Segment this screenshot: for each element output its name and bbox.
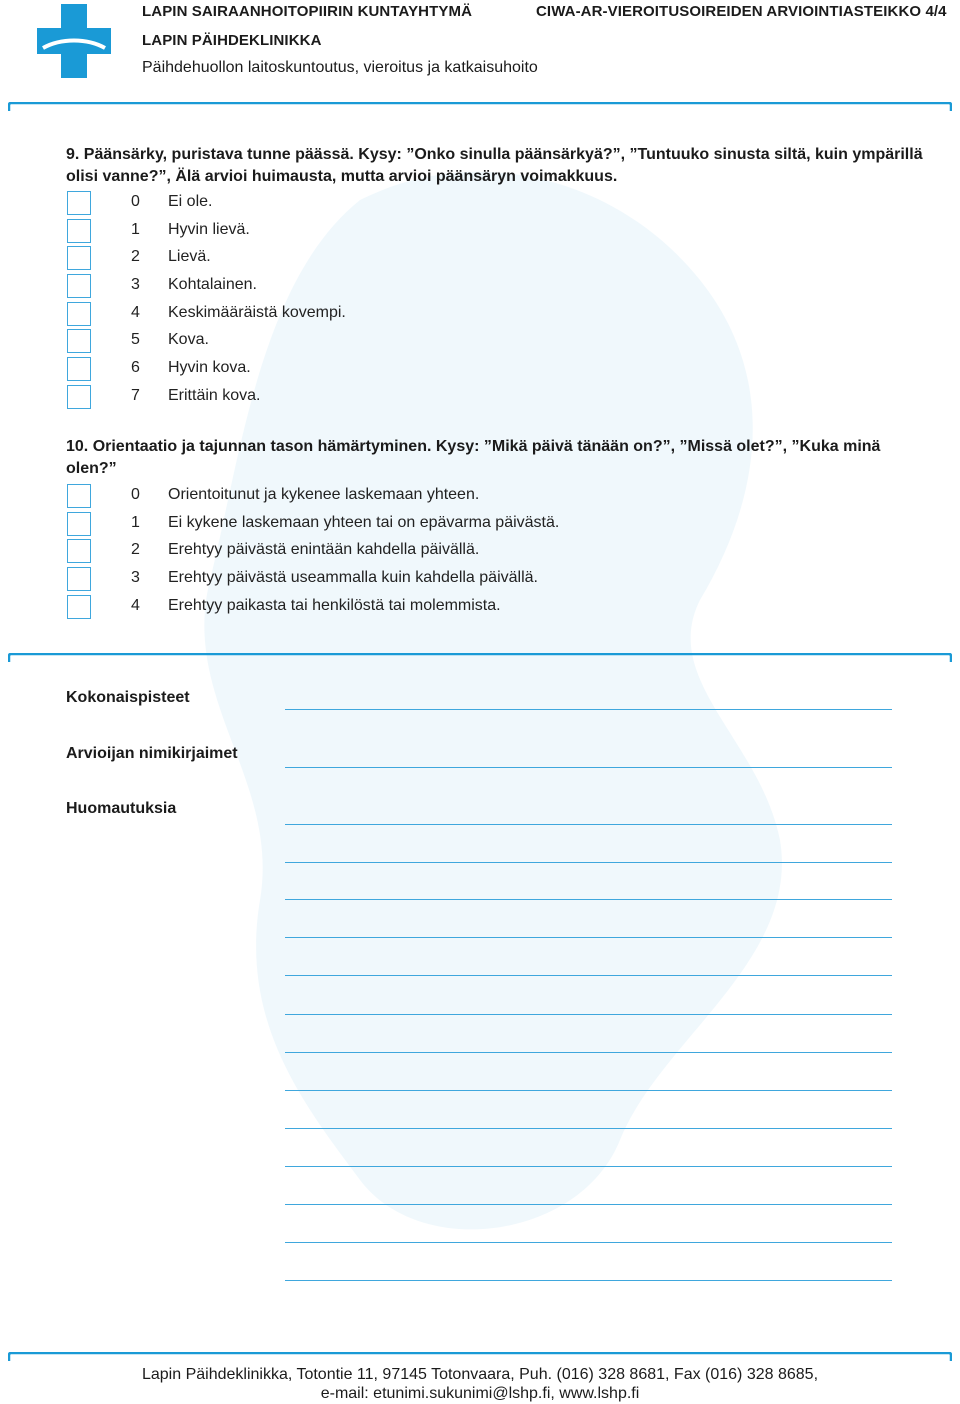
- q9-option-label-6: Hyvin kova.: [168, 359, 251, 376]
- document-title-text: CIWA-AR-VIEROITUSOIREIDEN ARVIOINTIASTEIKKO: [536, 3, 922, 20]
- q10-option-4[interactable]: [66, 595, 766, 623]
- q10-option-1[interactable]: [66, 512, 766, 540]
- notes-line[interactable]: [285, 1242, 892, 1243]
- q9-checkbox-1[interactable]: [67, 219, 91, 243]
- q10-option-2[interactable]: [66, 539, 766, 567]
- q9-score-2: 2: [131, 248, 140, 265]
- q9-option-label-7: Erittäin kova.: [168, 387, 261, 404]
- footer-contact: e-mail: etunimi.sukunimi@lshp.fi, www.lshp.fi: [320, 1385, 640, 1402]
- q10-score-4: 4: [131, 597, 140, 614]
- q10-checkbox-4[interactable]: [67, 595, 91, 619]
- document-title: [536, 3, 947, 20]
- notes-line[interactable]: [285, 975, 892, 976]
- notes-label: Huomautuksia: [66, 800, 177, 817]
- notes-line[interactable]: [285, 1090, 892, 1091]
- notes-line[interactable]: [285, 1166, 892, 1167]
- q10-option-label-0: Orientoitunut ja kykenee laskemaan yhteen.: [168, 486, 480, 503]
- q10-option-3[interactable]: [66, 567, 766, 595]
- notes-line[interactable]: [285, 1052, 892, 1053]
- q9-checkbox-2[interactable]: [67, 246, 91, 270]
- q10-score-1: 1: [131, 514, 140, 531]
- organization-name: LAPIN SAIRAANHOITOPIIRIN KUNTAYHTYMÄ: [142, 3, 473, 20]
- footer-divider: [8, 1352, 952, 1356]
- q9-option-4[interactable]: [66, 302, 766, 330]
- notes-line[interactable]: [285, 1014, 892, 1015]
- q10-score-0: 0: [131, 486, 140, 503]
- page-number: 4/4: [925, 3, 947, 20]
- q9-score-4: 4: [131, 304, 140, 321]
- clinic-name: LAPIN PÄIHDEKLINIKKA: [142, 32, 322, 49]
- notes-line[interactable]: [285, 1204, 892, 1205]
- footer-address: Lapin Päihdeklinikka, Totontie 11, 97145 Totonvaara, Puh. (016) 328 8681, Fax (016) 328 8685,: [141, 1366, 819, 1383]
- question-9-title: [66, 144, 936, 188]
- q9-option-6[interactable]: [66, 357, 766, 385]
- q9-option-3[interactable]: [66, 274, 766, 302]
- q10-option-label-3: Erehtyy päivästä useammalla kuin kahdella päivällä.: [168, 569, 538, 586]
- q10-checkbox-1[interactable]: [67, 512, 91, 536]
- q9-option-1[interactable]: [66, 219, 766, 247]
- q9-checkbox-4[interactable]: [67, 302, 91, 326]
- q10-option-label-1: Ei kykene laskemaan yhteen tai on epävarma päivästä.: [168, 514, 560, 531]
- notes-line[interactable]: [285, 899, 892, 900]
- q9-score-7: 7: [131, 387, 140, 404]
- q9-option-2[interactable]: [66, 246, 766, 274]
- q9-checkbox-7[interactable]: [67, 385, 91, 409]
- notes-line[interactable]: [285, 1128, 892, 1129]
- question-9-title-line1: 9. Päänsärky, puristava tunne päässä. Kysy: ”Onko sinulla päänsärkyä?”, ”Tuntuuko sinusta siltä, kuin ympärillä: [66, 146, 923, 163]
- q9-option-label-5: Kova.: [168, 331, 209, 348]
- notes-line[interactable]: [285, 937, 892, 938]
- q9-score-1: 1: [131, 221, 140, 238]
- q10-score-3: 3: [131, 569, 140, 586]
- medical-cross-logo: [37, 4, 111, 78]
- q9-option-label-4: Keskimääräistä kovempi.: [168, 304, 346, 321]
- q9-option-0[interactable]: [66, 191, 766, 219]
- question-9-title-line2: olisi vanne?”, Älä arvioi huimausta, mutta arvioi päänsäryn voimakkuus.: [66, 168, 618, 185]
- q9-option-label-2: Lievä.: [168, 248, 211, 265]
- q9-checkbox-3[interactable]: [67, 274, 91, 298]
- notes-line[interactable]: [285, 862, 892, 863]
- q10-option-label-2: Erehtyy päivästä enintään kahdella päivällä.: [168, 541, 480, 558]
- notes-line[interactable]: [285, 824, 892, 825]
- total-score-label: Kokonaispisteet: [66, 689, 190, 706]
- q9-checkbox-6[interactable]: [67, 357, 91, 381]
- q10-option-0[interactable]: [66, 484, 766, 512]
- q9-option-label-3: Kohtalainen.: [168, 276, 257, 293]
- clinic-subtitle: Päihdehuollon laitoskuntoutus, vieroitus ja katkaisuhoito: [142, 59, 538, 76]
- q9-option-7[interactable]: [66, 385, 766, 413]
- q9-score-5: 5: [131, 331, 140, 348]
- q9-checkbox-0[interactable]: [67, 191, 91, 215]
- q9-option-label-0: Ei ole.: [168, 193, 213, 210]
- q10-checkbox-2[interactable]: [67, 539, 91, 563]
- assessor-initials-label: Arvioijan nimikirjaimet: [66, 745, 238, 762]
- q9-score-3: 3: [131, 276, 140, 293]
- total-score-field[interactable]: [285, 709, 892, 710]
- header-divider: [8, 102, 952, 106]
- question-10-title-line1: 10. Orientaatio ja tajunnan tason hämärtyminen. Kysy: ”Mikä päivä tänään on?”, ”Missä olet?”, ”Kuka minä: [66, 438, 881, 455]
- q9-score-0: 0: [131, 193, 140, 210]
- q9-checkbox-5[interactable]: [67, 329, 91, 353]
- q10-checkbox-3[interactable]: [67, 567, 91, 591]
- notes-line[interactable]: [285, 1280, 892, 1281]
- q10-checkbox-0[interactable]: [67, 484, 91, 508]
- question-10-title: [66, 436, 936, 480]
- q9-option-label-1: Hyvin lievä.: [168, 221, 250, 238]
- assessor-initials-field[interactable]: [285, 767, 892, 768]
- q9-score-6: 6: [131, 359, 140, 376]
- q10-option-label-4: Erehtyy paikasta tai henkilöstä tai molemmista.: [168, 597, 501, 614]
- section-divider: [8, 653, 952, 657]
- q10-score-2: 2: [131, 541, 140, 558]
- q9-option-5[interactable]: [66, 329, 766, 357]
- question-10-title-line2: olen?”: [66, 460, 117, 477]
